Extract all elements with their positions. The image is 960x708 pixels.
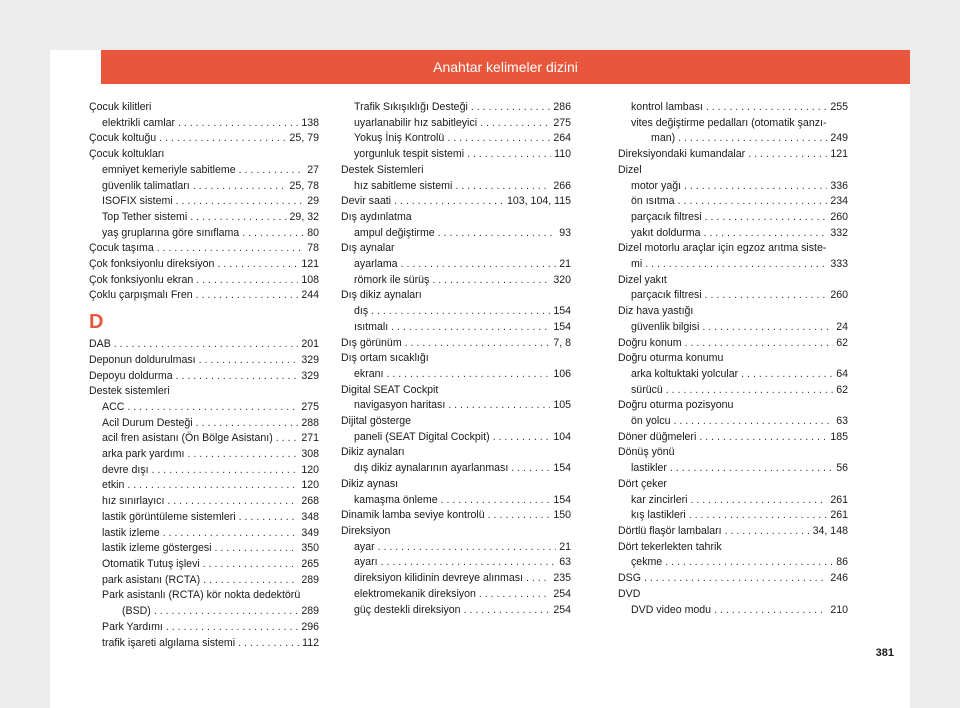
index-subentry: Park asistanlı (RCTA) kör nokta dedektörü (102, 589, 301, 602)
index-entry: Direksiyon (341, 524, 391, 537)
index-subentry: lastik izleme . . . 349 (89, 526, 319, 542)
index-subentry: kamaşma önleme . . . 154 (341, 493, 571, 509)
index-subentry: güvenlik talimatları . . . 25, 78 (89, 179, 319, 195)
index-subentry: etkin . . . 120 (89, 478, 319, 494)
index-subentry: motor yağı . . . 336 (618, 179, 848, 195)
index-column-2 (341, 100, 571, 618)
index-subentry: paneli (SEAT Digital Cockpit) . . . 104 (341, 430, 571, 446)
index-entry: Depoyu doldurma . . . 329 (89, 369, 319, 385)
index-entry: Dış görünüm . . . 7, 8 (341, 336, 571, 352)
index-entry: Dörtlü flaşör lambaları . . . 34, 148 (618, 524, 848, 540)
index-subentry: devre dışı . . . 120 (89, 463, 319, 479)
index-subentry: vites değiştirme pedalları (otomatik şanzı- (631, 116, 827, 129)
index-entry: Diz hava yastığı (618, 305, 694, 318)
index-subentry: park asistanı (RCTA) . . . 289 (89, 573, 319, 589)
index-subentry: kar zincirleri . . . 261 (618, 493, 848, 509)
index-subentry: hız sınırlayıcı . . . 268 (89, 494, 319, 510)
index-header-bar (101, 50, 910, 84)
index-subentry: lastikler . . . 56 (618, 461, 848, 477)
index-entry: Çocuk koltukları (89, 148, 165, 161)
index-column-1 (89, 100, 319, 651)
index-entry: Doğru oturma pozisyonu (618, 399, 734, 412)
index-entry: Çocuk taşıma . . . 78 (89, 241, 319, 257)
index-subentry: dış dikiz aynalarının ayarlanması . . . 154 (341, 461, 571, 477)
index-subentry: dış . . . 154 (341, 304, 571, 320)
index-subentry: Yokuş İniş Kontrolü . . . 264 (341, 131, 571, 147)
index-column-3 (618, 100, 848, 618)
index-subentry: ısıtmalı . . . 154 (341, 320, 571, 336)
index-entry: DAB . . . 201 (89, 337, 319, 353)
index-subentry: parçacık filtresi . . . 260 (618, 288, 848, 304)
index-subentry: parçacık filtresi . . . 260 (618, 210, 848, 226)
index-entry: Dizel motorlu araçlar için egzoz arıtma siste- (618, 242, 827, 255)
index-subentry: (BSD) . . . 289 (89, 604, 319, 620)
index-entry: Digital SEAT Cockpit (341, 383, 439, 396)
index-entry: Dış dikiz aynaları (341, 289, 422, 302)
index-entry: Dönüş yönü (618, 446, 675, 459)
index-subentry: arka koltuktaki yolcular . . . 64 (618, 367, 848, 383)
section-letter-d: D (89, 311, 104, 334)
index-entry: Çocuk kilitleri (89, 101, 152, 113)
index-subentry: ISOFIX sistemi . . . 29 (89, 194, 319, 210)
index-subentry: elektrikli camlar . . . 138 (89, 116, 319, 132)
index-entry: Dikiz aynaları (341, 446, 405, 459)
index-entry: DSG . . . 246 (618, 571, 848, 587)
index-subentry: lastik izleme göstergesi . . . 350 (89, 541, 319, 557)
index-entry: Çok fonksiyonlu direksiyon . . . 121 (89, 257, 319, 273)
index-subentry: sürücü . . . 62 (618, 383, 848, 399)
index-subentry: trafik işareti algılama sistemi . . . 112 (89, 636, 319, 652)
index-subentry: hız sabitleme sistemi . . . 266 (341, 179, 571, 195)
index-subentry: uyarlanabilir hız sabitleyici . . . 275 (341, 116, 571, 132)
index-subentry: Otomatik Tutuş işlevi . . . 265 (89, 557, 319, 573)
index-entry: Doğru oturma konumu (618, 352, 724, 365)
index-entry: Çok fonksiyonlu ekran . . . 108 (89, 273, 319, 289)
index-entry: DVD (618, 587, 641, 600)
index-subentry: emniyet kemeriyle sabitleme . . . 27 (89, 163, 319, 179)
index-subentry: arka park yardımı . . . 308 (89, 447, 319, 463)
index-entry: Çoklu çarpışmalı Fren . . . 244 (89, 288, 319, 304)
index-subentry: ön ısıtma . . . 234 (618, 194, 848, 210)
index-subentry: ön yolcu . . . 63 (618, 414, 848, 430)
index-entry: Dizel (618, 163, 642, 176)
index-entry: Dizel yakıt (618, 273, 667, 286)
index-subentry: güvenlik bilgisi . . . 24 (618, 320, 848, 336)
index-subentry: mi . . . 333 (618, 257, 848, 273)
index-subentry: çekme . . . 86 (618, 555, 848, 571)
index-subentry: acil fren asistanı (Ön Bölge Asistanı) . . . 271 (89, 431, 319, 447)
index-subentry: direksiyon kilidinin devreye alınması . . . 235 (341, 571, 571, 587)
index-entry: Dış aydınlatma (341, 210, 412, 223)
index-subentry: Acil Durum Desteği . . . 288 (89, 416, 319, 432)
index-subentry: kış lastikleri . . . 261 (618, 508, 848, 524)
index-entry: Destek Sistemleri (341, 163, 424, 176)
index-entry: Dinamik lamba seviye kontrolü . . . 150 (341, 508, 571, 524)
index-subentry: güç destekli direksiyon . . . 254 (341, 603, 571, 619)
index-entry: Dört tekerlekten tahrik (618, 540, 722, 553)
index-entry: Deponun doldurulması . . . 329 (89, 353, 319, 369)
index-entry: Dijital gösterge (341, 415, 412, 428)
index-page (50, 50, 910, 708)
index-subentry: lastik görüntüleme sistemleri . . . 348 (89, 510, 319, 526)
index-subentry: man) . . . 249 (618, 131, 848, 147)
index-subentry: navigasyon haritası . . . 105 (341, 398, 571, 414)
index-entry: Direksiyondaki kumandalar . . . 121 (618, 147, 848, 163)
index-subentry: Trafik Sıkışıklığı Desteği . . . 286 (341, 100, 571, 116)
index-subentry: ayar . . . 21 (341, 540, 571, 556)
index-subentry: ACC . . . 275 (89, 400, 319, 416)
index-entry: Dış aynalar (341, 242, 395, 255)
index-entry: Devir saati . . . 103, 104, 115 (341, 194, 571, 210)
index-subentry: ayarlama . . . 21 (341, 257, 571, 273)
index-entry: Dikiz aynası (341, 477, 399, 490)
index-entry: Destek sistemleri (89, 385, 170, 398)
index-subentry: yaş gruplarına göre sınıflama . . . 80 (89, 226, 319, 242)
index-entry: Dış ortam sıcaklığı (341, 352, 429, 365)
index-subentry: ekranı . . . 106 (341, 367, 571, 383)
index-title: Anahtar kelimeler dizini (433, 59, 578, 75)
index-subentry: kontrol lambası . . . 255 (618, 100, 848, 116)
page-number: 381 (875, 647, 894, 659)
index-entry: Döner düğmeleri . . . 185 (618, 430, 848, 446)
index-subentry: Top Tether sistemi . . . 29, 32 (89, 210, 319, 226)
index-subentry: Park Yardımı . . . 296 (89, 620, 319, 636)
index-subentry: ampul değiştirme . . . 93 (341, 226, 571, 242)
index-entry: Çocuk koltuğu . . . 25, 79 (89, 131, 319, 147)
index-subentry: elektromekanik direksiyon . . . 254 (341, 587, 571, 603)
index-subentry: yorgunluk tespit sistemi . . . 110 (341, 147, 571, 163)
index-subentry: DVD video modu . . . 210 (618, 603, 848, 619)
index-entry: Doğru konum . . . 62 (618, 336, 848, 352)
index-entry: Dört çeker (618, 477, 667, 490)
index-subentry: römork ile sürüş . . . 320 (341, 273, 571, 289)
index-subentry: ayarı . . . 63 (341, 555, 571, 571)
index-subentry: yakıt doldurma . . . 332 (618, 226, 848, 242)
